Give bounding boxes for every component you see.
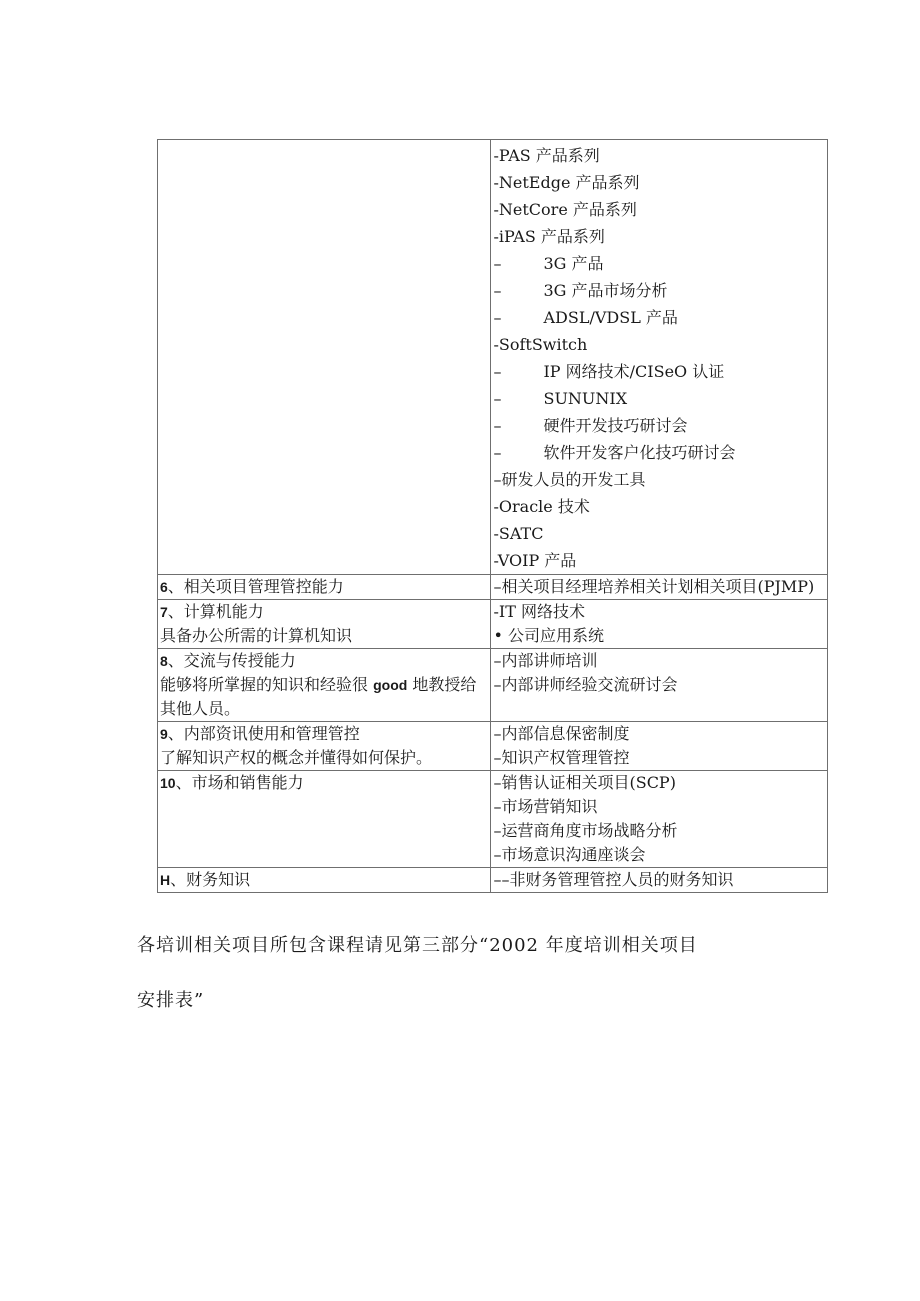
list-item: – ADSL/VDSL 产品 bbox=[493, 308, 678, 327]
skill-heading: 9、内部资讯使用和管理管控 bbox=[160, 724, 360, 743]
list-item: – SUNUNIX bbox=[493, 389, 628, 408]
course-cell bbox=[491, 722, 828, 771]
skill-heading: 7、计算机能力 bbox=[160, 602, 264, 621]
training-table bbox=[157, 139, 828, 893]
skill-description: 能够将所掌握的知识和经验很 good 地教授给其他人员。 bbox=[160, 675, 477, 718]
list-item: -iPAS 产品系列 bbox=[493, 227, 605, 246]
table-row-communication bbox=[158, 649, 828, 722]
skill-cell bbox=[158, 575, 491, 600]
list-item: – 3G 产品市场分析 bbox=[493, 281, 668, 300]
skill-cell bbox=[158, 771, 491, 868]
products-list-cell bbox=[491, 140, 828, 575]
skill-description: 具备办公所需的计算机知识 bbox=[160, 626, 353, 645]
list-item: -PAS 产品系列 bbox=[493, 146, 600, 165]
list-item: –销售认证相关项目(SCP) bbox=[493, 773, 676, 792]
list-item: -Oracle 技术 bbox=[493, 497, 590, 516]
skill-heading: 6、相关项目管理管控能力 bbox=[160, 577, 344, 596]
list-item: –相关项目经理培养相关计划相关项目(PJMP) bbox=[493, 577, 815, 596]
list-item: – 软件开发客户化技巧研讨会 bbox=[493, 443, 736, 462]
list-item: –内部讲师经验交流研讨会 bbox=[493, 675, 678, 694]
list-item: – 硬件开发技巧研讨会 bbox=[493, 416, 688, 435]
list-item: –运营商角度市场战略分析 bbox=[493, 821, 678, 840]
table-row-marketing-sales bbox=[158, 771, 828, 868]
table-row-finance bbox=[158, 868, 828, 893]
list-item: -SoftSwitch bbox=[493, 335, 588, 354]
list-item: –市场营销知识 bbox=[493, 797, 598, 816]
list-item: -SATC bbox=[493, 524, 544, 543]
footer-note-line-1: 各培训相关项目所包含课程请见第三部分“2002 年度培训相关项目 bbox=[137, 935, 698, 956]
skill-heading: H、财务知识 bbox=[160, 870, 251, 889]
list-item: -NetCore 产品系列 bbox=[493, 200, 637, 219]
products-left-cell bbox=[158, 140, 491, 575]
list-item: • 公司应用系统 bbox=[493, 626, 605, 645]
table-row-computer-skills bbox=[158, 600, 828, 649]
list-item: -IT 网络技术 bbox=[493, 602, 585, 621]
skill-heading: 10、市场和销售能力 bbox=[160, 773, 304, 792]
course-cell bbox=[491, 771, 828, 868]
skill-heading: 8、交流与传授能力 bbox=[160, 651, 296, 670]
list-item: –知识产权管理管控 bbox=[493, 748, 630, 767]
table-row-products bbox=[158, 140, 828, 575]
skill-cell bbox=[158, 649, 491, 722]
course-cell bbox=[491, 575, 828, 600]
course-cell bbox=[491, 868, 828, 893]
table-row-internal-info bbox=[158, 722, 828, 771]
list-item: ––非财务管理管控人员的财务知识 bbox=[493, 870, 734, 889]
course-cell bbox=[491, 600, 828, 649]
list-item: -NetEdge 产品系列 bbox=[493, 173, 640, 192]
skill-cell bbox=[158, 868, 491, 893]
course-cell bbox=[491, 649, 828, 722]
list-item: -VOIP 产品 bbox=[493, 551, 577, 570]
skill-cell bbox=[158, 722, 491, 771]
list-item: –内部讲师培训 bbox=[493, 651, 598, 670]
footer-note-line-2: 安排表” bbox=[137, 990, 205, 1011]
list-item: –内部信息保密制度 bbox=[493, 724, 630, 743]
skill-cell bbox=[158, 600, 491, 649]
list-item: –研发人员的开发工具 bbox=[493, 470, 646, 489]
list-item: – 3G 产品 bbox=[493, 254, 604, 273]
list-item: –市场意识沟通座谈会 bbox=[493, 845, 646, 864]
skill-description: 了解知识产权的概念并懂得如何保护。 bbox=[160, 748, 433, 767]
list-item: – IP 网络技术/CISeO 认证 bbox=[493, 362, 725, 381]
table-row-project-management bbox=[158, 575, 828, 600]
